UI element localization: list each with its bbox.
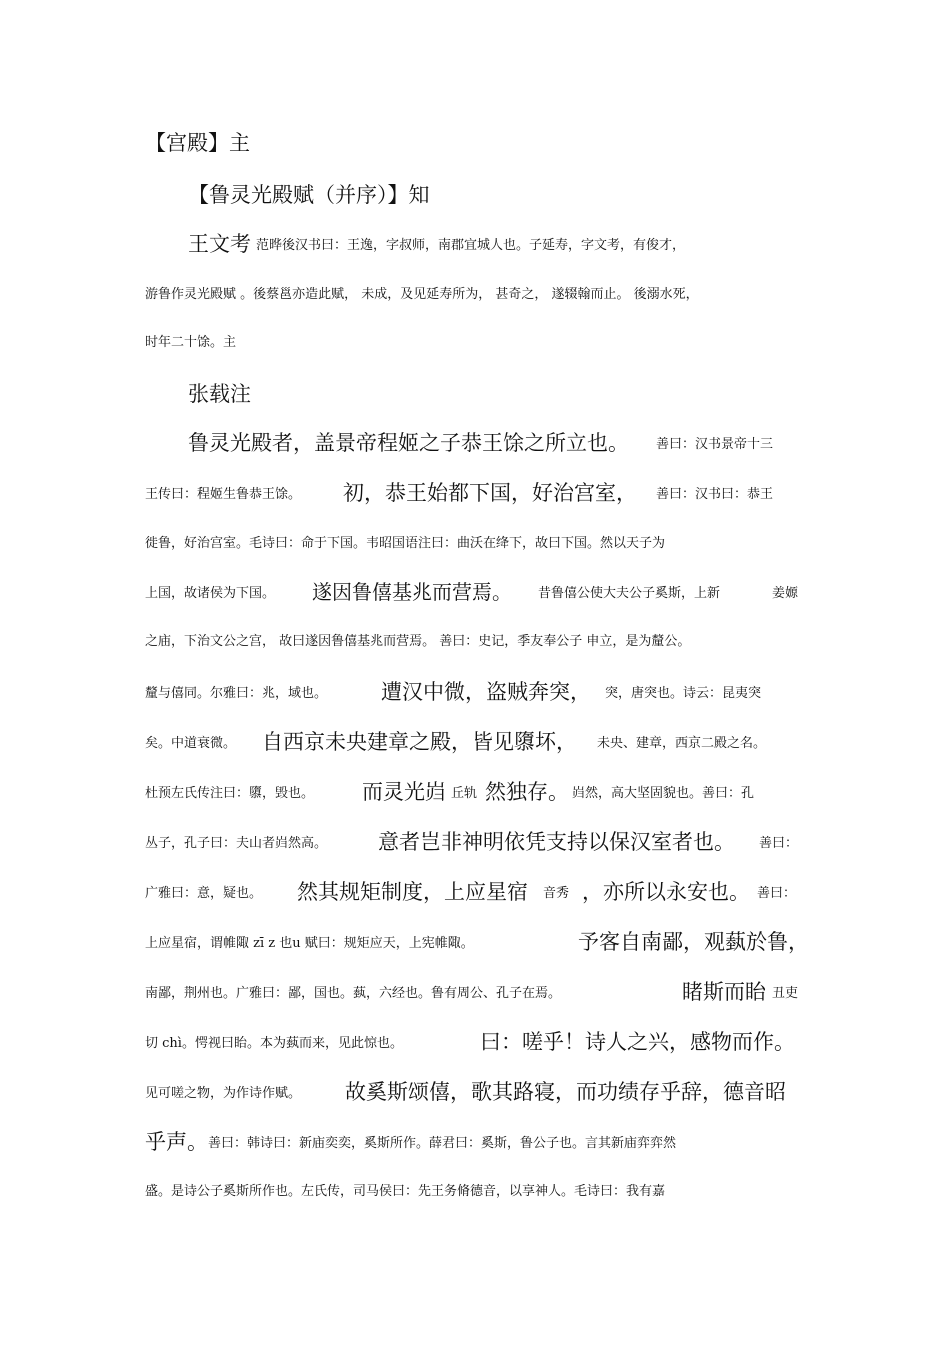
annotation: 音秀 [543,886,570,901]
annotation: 广雅曰：意，疑也。 [145,886,263,901]
section-heading: 【宫殿】主 [145,131,250,155]
main-text: 故奚斯颂僖，歌其路寝，而功绩存乎辞，德音昭 [345,1080,786,1104]
fu-title: 【鲁灵光殿赋（并序）】知 [188,183,430,207]
main-text: 曰：嗟乎！诗人之兴，感物而作。 [480,1030,795,1054]
author-line [188,234,808,258]
annotation: 善曰： [759,836,799,851]
annotation: 切 chì。愕视曰眙。本为蓺而来，见此惊也。 [145,1036,403,1051]
annotation-line: 之庙，下治文公之宫， 故曰遂因鲁僖基兆而营焉。 善曰：史记，季友奉公子 申立，是为釐公。 [145,634,691,649]
annotation: 昔鲁僖公使大夫公子奚斯，上新 [538,586,721,601]
main-text: 然独存。 [485,780,569,804]
main-text: 初，恭王始都下国，好治宫室， [343,481,637,505]
main-text: 然其规矩制度，上应星宿 [297,880,528,904]
main-text: 乎声。 [145,1130,208,1154]
annotation: 王传曰：程姬生鲁恭王馀。 [145,487,302,502]
annotation: 丑吏 [772,986,799,1001]
main-text: 而灵光岿 [362,780,446,804]
annotation: 釐与僖同。尔雅曰：兆，域也。 [145,686,328,701]
main-text: 鲁灵光殿者，盖景帝程姬之子恭王馀之所立也。 [188,431,629,455]
annotation: 上应星宿，谓帷陬 zī z 也u 赋曰：规矩应天，上宪帷陬。 [145,936,474,951]
annotation: 岿然，高大坚固貌也。善曰：孔 [572,786,755,801]
author-note-cont: 游鲁作灵光殿赋 。後蔡邕亦造此赋， 未成，及见延寿所为， 甚奇之， 遂辍翰而止。 後溺水死， [145,287,699,302]
annotation: 上国，故诸侯为下国。 [145,586,276,601]
annotation: 见可嗟之物，为作诗作赋。 [145,1086,302,1101]
author-note: 范晔後汉书曰：王逸，字叔师，南郡宜城人也。子延寿，字文考，有俊才， [256,238,686,253]
annotation: 南鄙，荆州也。广雅曰：鄙，国也。蓺，六经也。鲁有周公、孔子在焉。 [145,986,562,1001]
annotation: 突，唐突也。诗云：昆夷突 [605,686,762,701]
text-line [145,882,795,906]
annotation: 姜嫄 [772,586,799,601]
main-text: 遭汉中微，盗贼奔突， [381,680,591,704]
annotation: 丘轨 [451,786,478,801]
main-text: 予客自南鄙，观蓺於鲁， [578,930,809,954]
annotation: 未央、建章，西京二殿之名。 [597,736,767,751]
text-line [145,582,810,606]
annotation: 善曰：汉书曰：恭王 [656,487,774,502]
text-line [145,1132,805,1156]
annotation: 善曰：汉书景帝十三 [656,437,774,452]
main-text: 遂因鲁僖基兆而营焉。 [312,580,512,604]
annotation: 杜预左氏传注曰：隳，毁也。 [145,786,315,801]
text-line [145,930,809,956]
text-line [145,483,805,507]
text-line [145,830,799,856]
annotator: 张载注 [188,382,251,406]
text-line [145,732,795,756]
text-line [145,782,795,806]
annotation: 善曰：韩诗曰：新庙奕奕，奚斯所作。薛君曰：奚斯，鲁公子也。言其新庙弈弈然 [208,1136,677,1151]
text-line [145,1082,805,1106]
text-line [145,682,795,706]
text-line [145,982,805,1006]
text-line [188,433,808,457]
annotation: 丛子，孔子曰：夫山者岿然高。 [145,836,328,851]
main-text: ，亦所以永安也。 [582,880,750,904]
annotation: 矣。中道衰微。 [145,736,237,751]
annotation-line: 盛。是诗公子奚斯所作也。左氏传，司马侯曰：先王务脩德音，以享神人。毛诗曰：我有嘉 [145,1184,666,1199]
annotation-line: 徙鲁，好治宫室。毛诗曰：命于下国。韦昭国语注曰：曲沃在绛下，故曰下国。然以天子为 [145,536,666,551]
author-name: 王文考 [188,232,251,256]
main-text: 意者岂非神明依凭支持以保汉室者也。 [378,830,735,854]
annotation: 善曰： [757,886,797,901]
main-text: 睹斯而眙 [682,980,766,1004]
text-line [145,1032,805,1056]
main-text: 自西京未央建章之殿，皆见隳坏， [262,730,577,754]
author-note-end: 时年二十馀。主 [145,335,237,350]
